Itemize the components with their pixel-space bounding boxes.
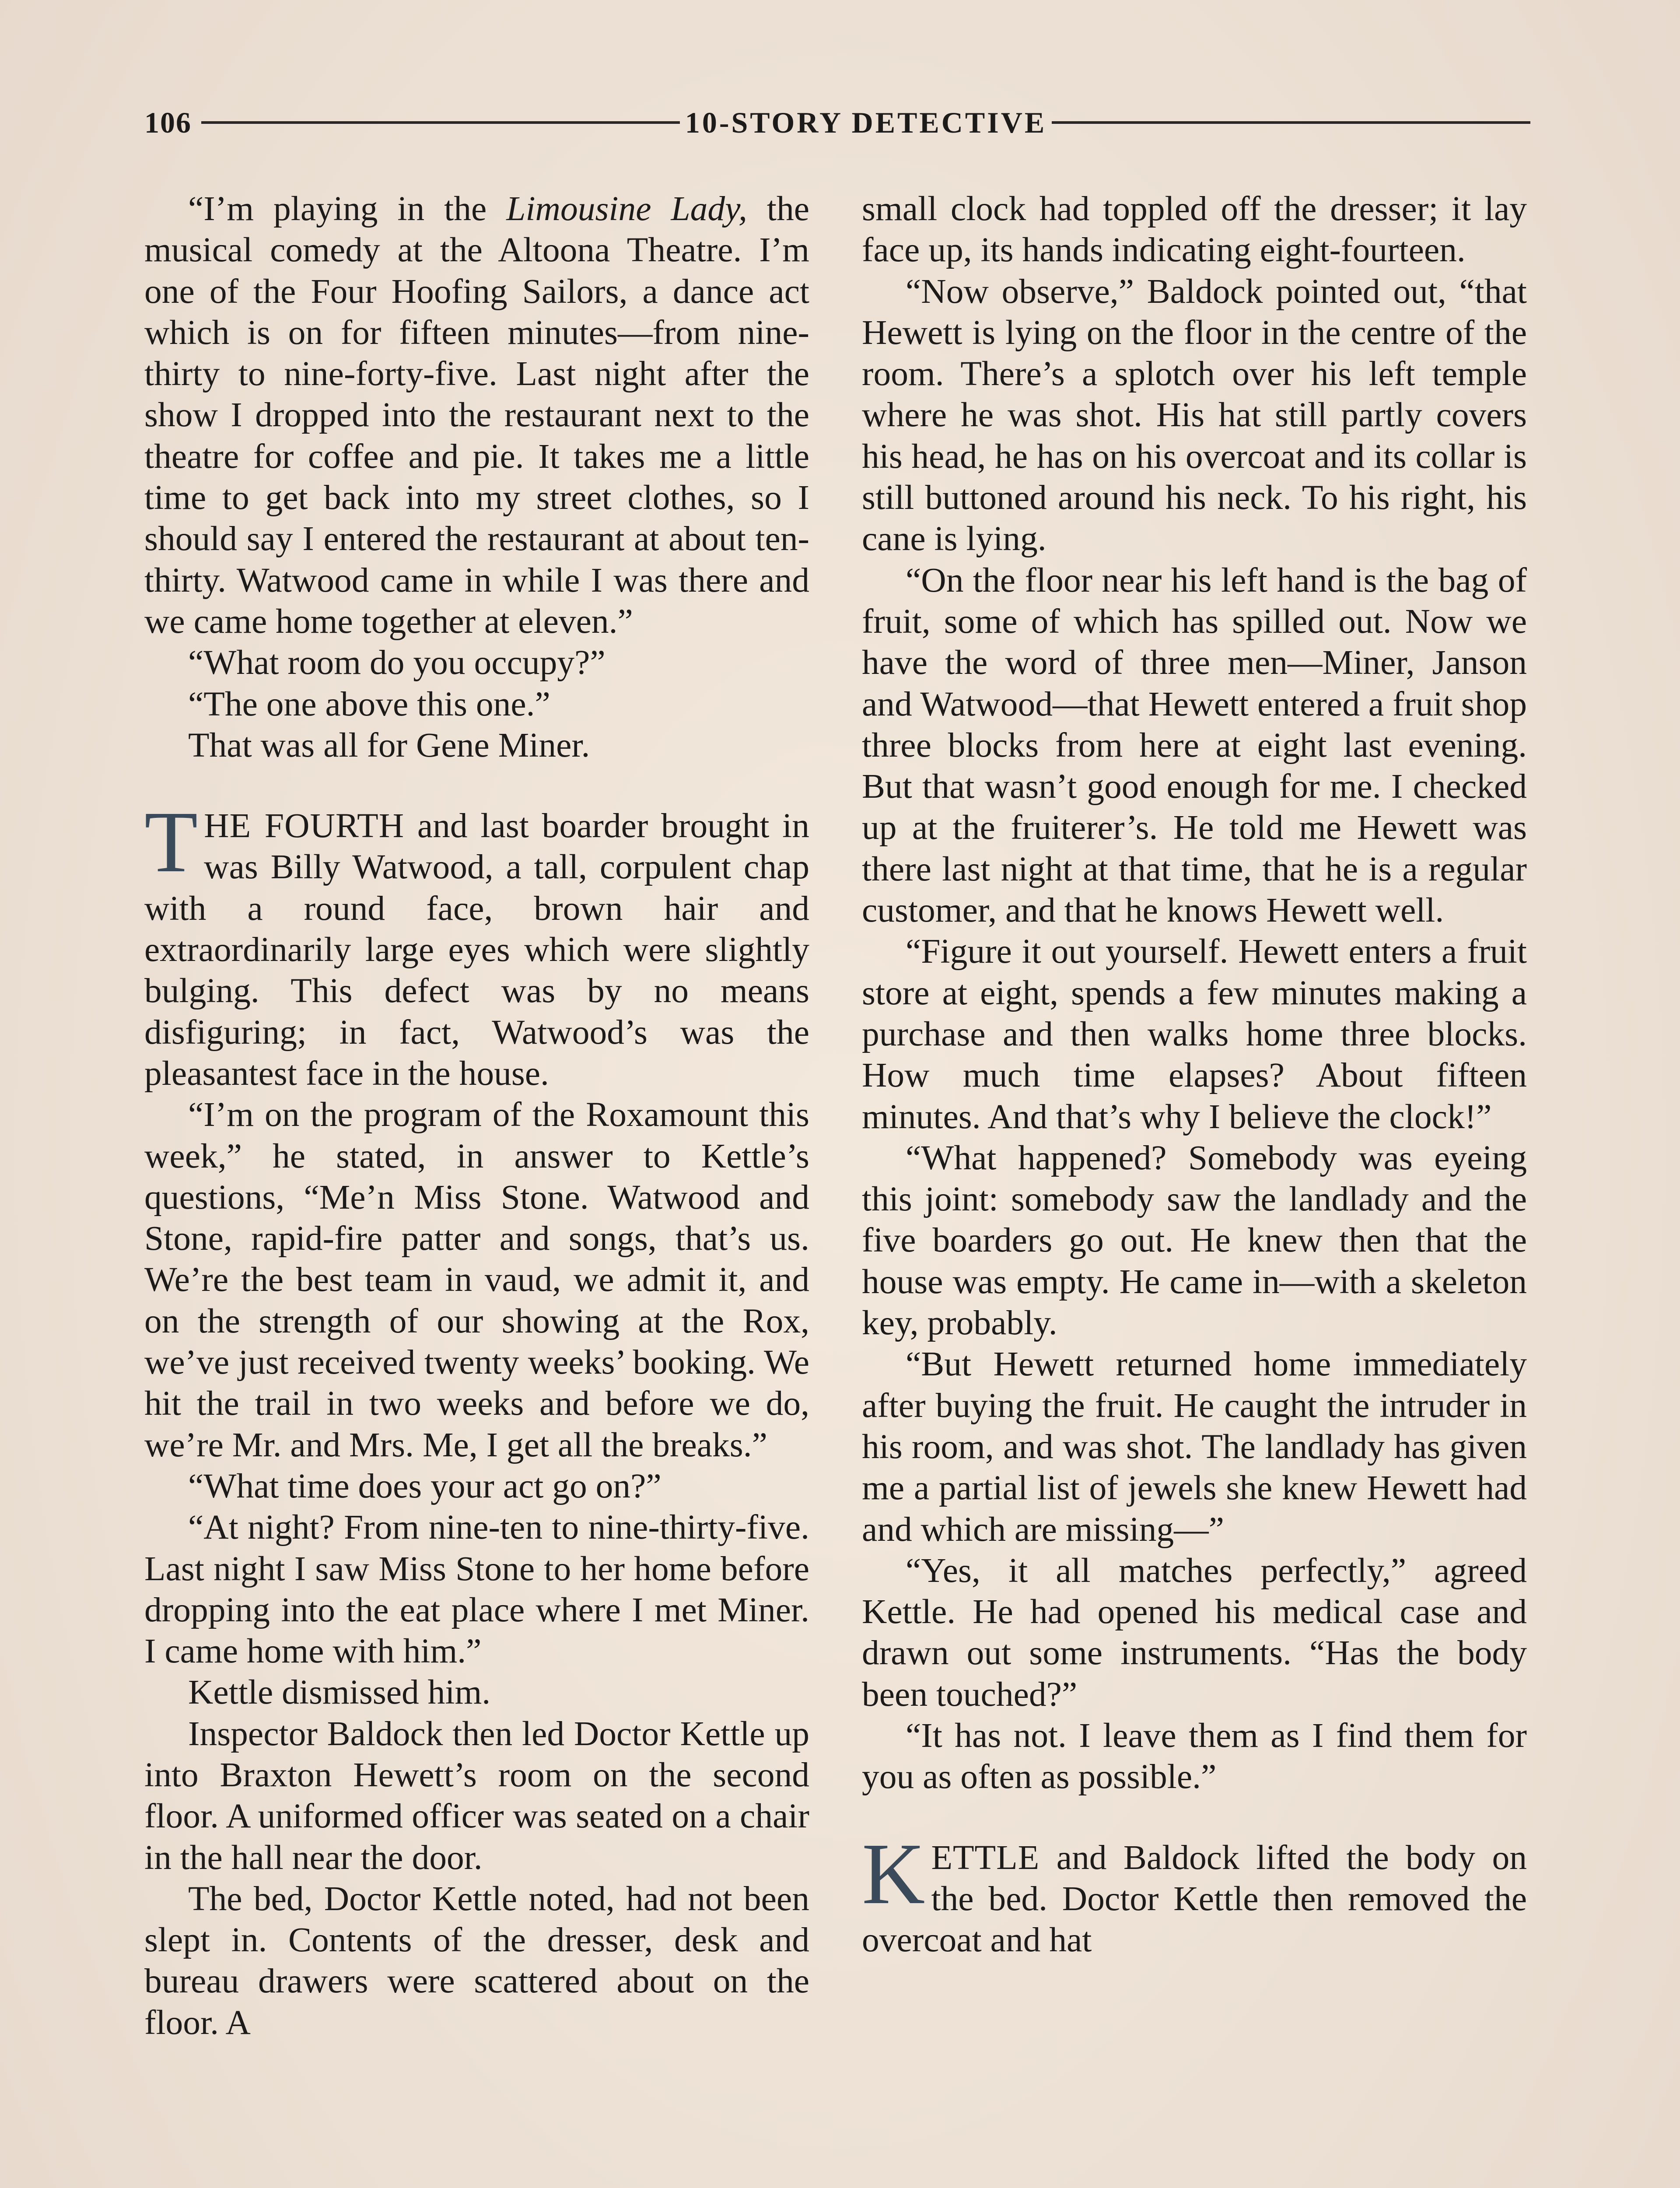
paragraph: “On the floor near his left hand is the bag of fruit, some of which has spilled out. Now we have the word of three men—Miner, Janson and Watwood—that Hewett entered a fruit shop three blocks from here at eight last evening. But that wasn’t good enough for me. I checked up at the fruiterer’s. He told me Hewett was there last night at that time, that he is a regular customer, and that he knows Hewett well.	[862, 561, 1527, 930]
paragraph: The bed, Doctor Kettle noted, had not been slept in. Contents of the dresser, desk and bureau drawers were scattered about on the floor. A	[144, 1879, 809, 2042]
header-rule-right	[1052, 121, 1530, 124]
drop-cap-lead-in: ETTLE	[931, 1838, 1040, 1877]
paragraph: “But Hewett returned home immediately after buying the fruit. He caught the intruder in his room, and was shot. The landlady has given me a partial list of jewels she knew Hewett had and which are missing—”	[862, 1345, 1527, 1549]
paragraph-text: “I’m playing in the	[188, 189, 507, 228]
paragraph: “I’m on the program of the Roxamount this week,” he stated, in answer to Kettle’s questions, “Me’n Miss Stone. Watwood and Stone, rapid-fire patter and songs, that’s us. We’re the best team in vaud, we admit it, and on the strength of our showing at the Rox, we’ve just received twenty weeks’ booking. We hit the trail in two weeks and before we do, we’re Mr. and Mrs. Me, I get all the breaks.”	[144, 1095, 809, 1464]
drop-cap-letter: K	[862, 1825, 925, 1922]
paragraph: “Figure it out yourself. Hewett enters a fruit store at eight, spends a few minutes making a purchase and then walks home three blocks. How much time elapses? About fifteen minutes. And that’s why I believe the clock!”	[862, 932, 1527, 1136]
paragraph: Kettle dismissed him.	[188, 1673, 491, 1712]
running-header	[144, 98, 1536, 147]
italic-show-title: Limousine Lady,	[506, 189, 747, 228]
paragraph-text: and Baldock lifted the body on the bed. Doctor Kettle then removed the overcoat and hat	[862, 1838, 1527, 1960]
paragraph: “Yes, it all matches perfectly,” agreed Kettle. He had opened his medical case and drawn out some instruments. “Has the body been touched?”	[862, 1551, 1527, 1714]
paragraph: “The one above this one.”	[188, 684, 550, 723]
paragraph: “Now observe,” Baldock pointed out, “that Hewett is lying on the floor in the centre of the room. There’s a splotch over his left temple where he was shot. His hat still partly covers his head, he has on his overcoat and its collar is still buttoned around his neck. To his right, his cane is lying.	[862, 272, 1527, 558]
section-opening-paragraph	[862, 1825, 1527, 1961]
paragraph: “At night? From nine-ten to nine-thirty-five. Last night I saw Miss Stone to her home before dropping into the eat place where I met Miner. I came home with him.”	[144, 1508, 809, 1671]
page-number: 106	[144, 105, 192, 139]
magazine-title: 10-STORY DETECTIVE	[685, 105, 1047, 139]
paragraph: “It has not. I leave them as I find them for you as often as possible.”	[862, 1716, 1527, 1796]
drop-cap-lead-in: HE FOURTH	[204, 806, 405, 845]
paragraph-text: and last boarder brought in was Billy Watwood, a tall, corpulent chap with a round face, brown hair and extraordinarily large eyes which were slightly bulging. This defect was by no means disfiguring; in fact, Watwood’s was the pleasantest face in the house.	[144, 806, 809, 1093]
section-opening-paragraph	[144, 794, 809, 1094]
paragraph: Inspector Baldock then led Doctor Kettle up into Braxton Hewett’s room on the second floor. A uniformed officer was seated on a chair in the hall near the door.	[144, 1714, 809, 1877]
paragraph: “What time does your act go on?”	[188, 1466, 662, 1505]
paragraph	[144, 188, 809, 642]
paragraph: That was all for Gene Miner.	[188, 726, 590, 764]
left-text-column	[144, 188, 809, 2043]
drop-cap-letter: T	[144, 794, 198, 891]
paragraph-text: the musical comedy at the Altoona Theatre. I’m one of the Four Hoofing Sailors, a dance act which is on for fifteen minutes—from nine-thirty to nine-forty-five. Last night after the show I dropped into the restaurant next to the theatre for coffee and pie. It takes me a little time to get back into my street clothes, so I should say I entered the restaurant at about ten-thirty. Watwood came in while I was there and we came home together at eleven.”	[144, 189, 809, 641]
continued-paragraph: small clock had toppled off the dresser; it lay face up, its hands indicating eight-fourteen.	[862, 189, 1527, 270]
right-text-column	[862, 188, 1527, 1960]
paragraph: “What happened? Somebody was eyeing this joint: somebody saw the landlady and the five boarders go out. He knew then that the house was empty. He came in—with a skeleton key, probably.	[862, 1138, 1527, 1343]
paragraph: “What room do you occupy?”	[188, 643, 606, 682]
header-rule-left	[201, 121, 680, 124]
